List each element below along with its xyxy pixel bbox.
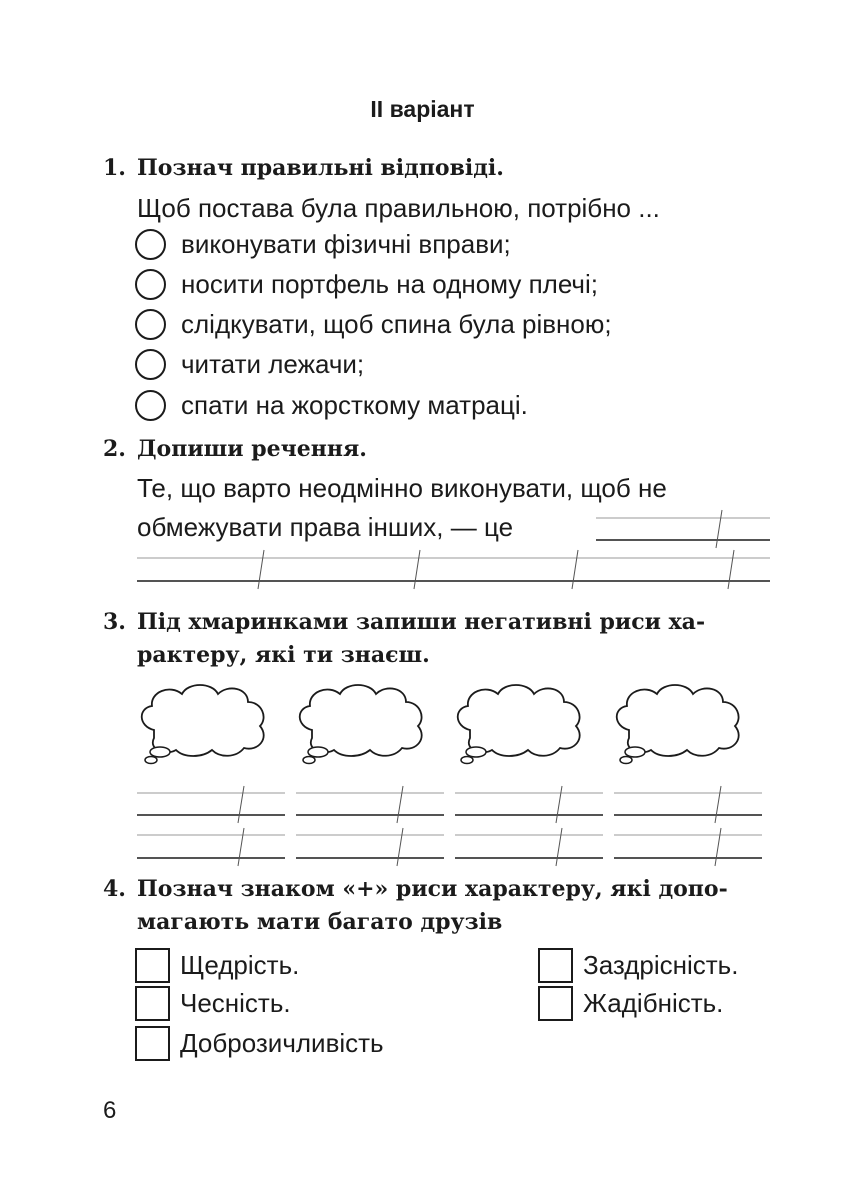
task-4-number: 4. (103, 876, 126, 902)
task-4-heading-text: Познач знаком «+» риси характеру, які допо- (137, 876, 728, 902)
thought-cloud (458, 685, 580, 764)
task-2-heading-text: Допиши речення. (137, 436, 367, 462)
task-3-heading-line-2: рактеру, які ти знаєш. (137, 642, 430, 668)
thought-cloud (617, 685, 739, 764)
task-2-line-1: Те, що варто неодмінно виконувати, щоб не (137, 473, 667, 503)
task-1-number: 1. (103, 155, 126, 181)
task-3-heading-text: Під хмаринками запиши негативні риси ха- (137, 609, 706, 635)
option-label: носити портфель на одному плечі; (181, 268, 598, 299)
task-2-number: 2. (103, 436, 126, 462)
task-1-heading-text: Познач правильні відповіді. (137, 155, 504, 181)
option-label: виконувати фізичні вправи; (181, 228, 511, 259)
option-label: Щедрість. (180, 949, 300, 980)
task-4-heading-line-2: магають мати багато друзів (137, 909, 503, 935)
page-number: 6 (103, 1097, 117, 1124)
variant-title: II варіант (370, 96, 475, 122)
task-3-answer-lines[interactable] (137, 786, 762, 866)
task-3-number: 3. (103, 609, 126, 635)
thought-cloud (142, 685, 264, 764)
option-label: Доброзичливість (180, 1027, 384, 1058)
task-2-answer-lines[interactable] (137, 510, 770, 589)
option-label: Жадібність. (583, 987, 724, 1018)
thought-cloud (300, 685, 422, 764)
task-2-line-2: обмежувати права інших, — це (137, 512, 514, 542)
option-label: спати на жорсткому матраці. (181, 389, 528, 420)
option-label: Заздрісність. (583, 949, 739, 980)
option-label: слідкувати, щоб спина була рівною; (181, 308, 612, 339)
task-1-prompt: Щоб постава була правильною, потрібно ... (137, 193, 660, 223)
option-label: Чесність. (180, 987, 291, 1018)
option-label: читати лежачи; (181, 348, 365, 379)
